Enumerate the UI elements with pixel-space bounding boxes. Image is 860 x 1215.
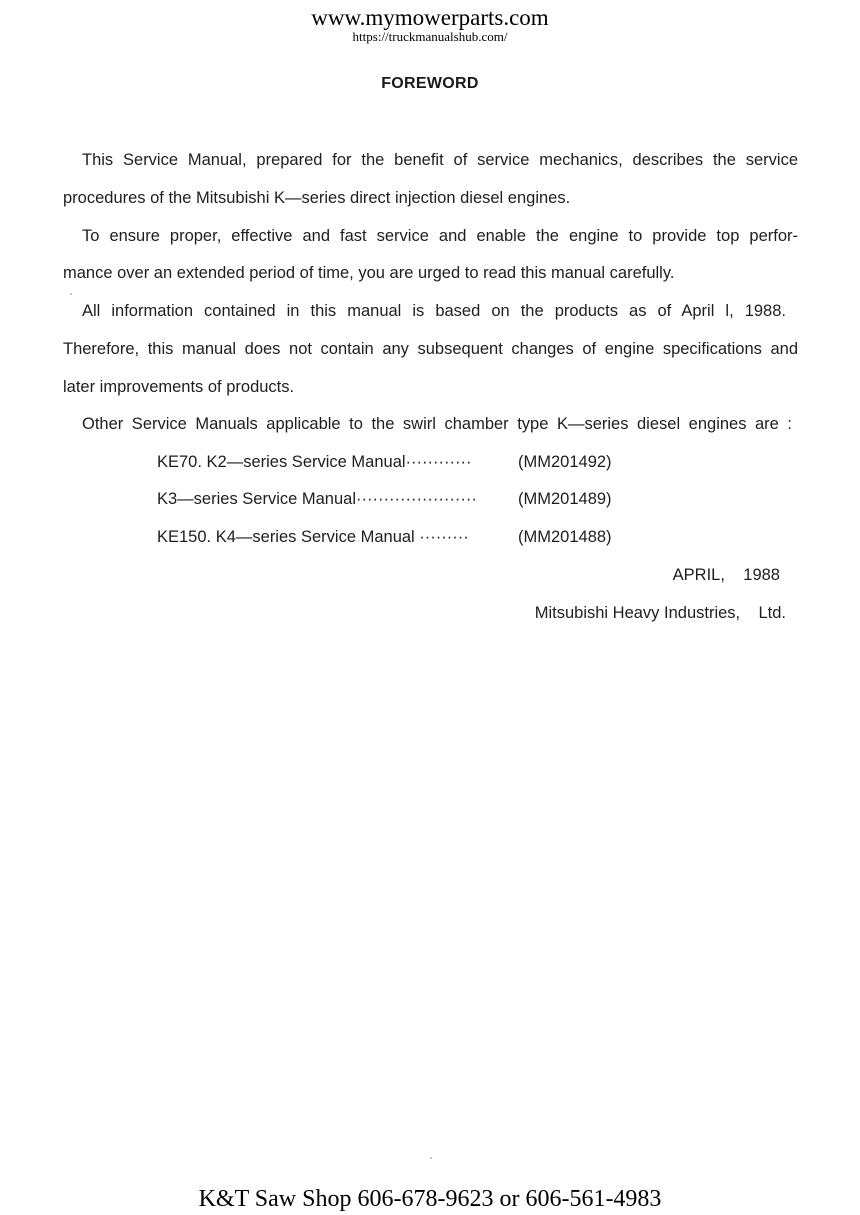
page-title: FOREWORD <box>381 75 479 92</box>
leader-dots: ······················ <box>356 490 477 508</box>
manual-list-item <box>157 489 612 509</box>
paragraph-line-5: All information contained in this manual is based on the products as of April l, 1988. <box>82 302 786 320</box>
site-url-header: www.mymowerparts.com <box>311 5 549 30</box>
source-url-header: https://truckmanualshub.com/ <box>352 29 508 44</box>
company-name: Mitsubishi Heavy Industries, Ltd. <box>534 604 786 622</box>
paragraph-line-2: procedures of the Mitsubishi K—series direct injection diesel engines. <box>63 189 571 207</box>
paragraph-line-8: Other Service Manuals applicable to the swirl chamber type K—series diesel engines are : <box>82 415 792 433</box>
manual-code: (MM201489) <box>518 490 612 508</box>
manual-name: KE150. K4—series Service Manual <box>157 528 420 546</box>
manual-code: (MM201488) <box>518 528 612 546</box>
paragraph-line-4: mance over an extended period of time, you are urged to read this manual carefully. <box>63 264 675 282</box>
manual-list-item <box>157 527 612 547</box>
paragraph-line-1: This Service Manual, prepared for the benefit of service mechanics, describes the service <box>82 151 798 169</box>
scan-speck <box>70 293 72 295</box>
manual-list-item <box>157 452 612 472</box>
leader-dots: ········· <box>419 528 469 546</box>
footer-contact: K&T Saw Shop 606-678-9623 or 606-561-4983 <box>198 1186 662 1212</box>
leader-dots: ············ <box>405 453 472 471</box>
paragraph-line-3: To ensure proper, effective and fast service and enable the engine to provide top perfor- <box>82 227 798 245</box>
scan-speck <box>430 1157 432 1159</box>
paragraph-line-7: later improvements of products. <box>63 378 295 396</box>
document-date: APRIL, 1988 <box>672 566 780 584</box>
manual-code: (MM201492) <box>518 453 612 471</box>
manual-name: K3—series Service Manual <box>157 490 356 508</box>
manual-name: KE70. K2—series Service Manual <box>157 453 406 471</box>
paragraph-line-6: Therefore, this manual does not contain any subsequent changes of engine specifications and <box>63 340 798 358</box>
